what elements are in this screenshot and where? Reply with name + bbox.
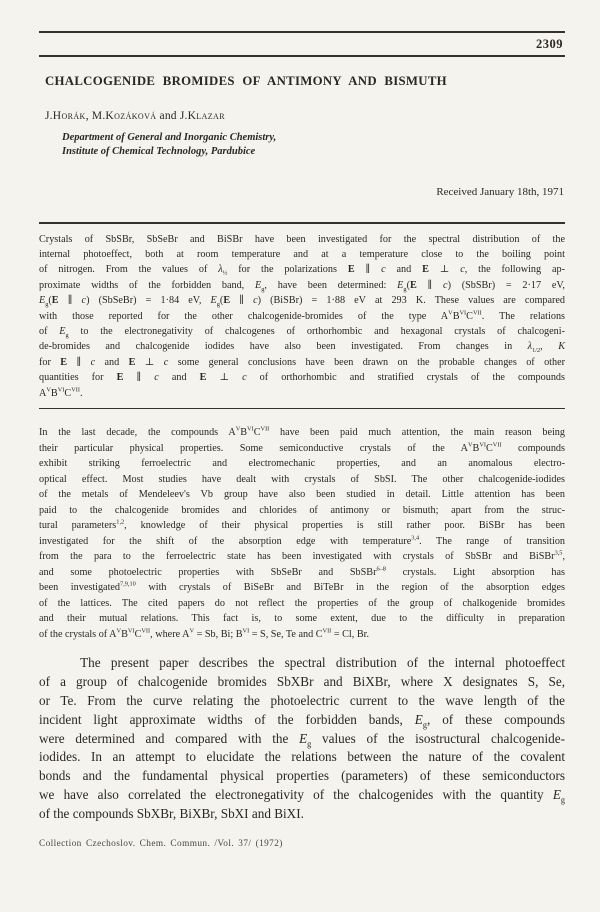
main-paragraph xyxy=(39,654,565,823)
received-date: Received January 18th, 1971 xyxy=(436,186,564,198)
text-line: or Te. From the curve relating the photoelectric current to the wave length of the xyxy=(39,693,565,709)
text-line: of the compounds SbXBr, BiXBr, SbXI and BiXI. xyxy=(39,805,304,821)
text-line: of the lattices. The cited papers do not reflect the properties of the group of chalkogenide bromides xyxy=(39,597,565,609)
journal-footer: Collection Czechoslov. Chem. Commun. /Vol. 37/ (1972) xyxy=(39,838,283,849)
affiliation xyxy=(62,131,565,159)
text-line: and some photoelectric properties with SbSeBr and SbSBr$^{6-8}$ crystals. Light absorption has xyxy=(39,565,565,578)
text-line: of $E_g$ to the electronegativity of chalcogenes of orthorhombic and hexagonal crystals of chalcogeni- xyxy=(39,325,565,339)
text-line: we have also correlated the electronegativity of the chalcogenides with the quantity $E_g$ xyxy=(39,787,565,805)
text-line: optical effect. Most studies have dealt with crystals of SbSI. The other chalcogenide-iodides xyxy=(39,473,565,485)
text-line: bonds and the fundamental physical properties (parameters) of these semiconductors xyxy=(39,768,565,784)
introduction-paragraph xyxy=(39,425,565,642)
text-line: with those reported for the other chalcogenide-bromides of the type $A^VB^{VI}C^{VII}$. The relations xyxy=(39,309,565,322)
text-line: exhibit striking ferroelectric and electromechanic properties, and an anomalous electro- xyxy=(39,458,565,470)
text-line: iodides. In an attempt to elucidate the relations between the nature of the covalent xyxy=(39,749,565,765)
text-line: Crystals of SbSBr, SbSeBr and BiSBr have been investigated for the spectral distribution of the xyxy=(39,233,565,245)
text-line: The present paper describes the spectral distribution of the internal photoeffect xyxy=(39,655,565,671)
text-line: of nitrogen. From the values of $\lambda_{\frac{1}{2}}$ for the polarizations E ∥ c and E ⊥ c, the following ap- xyxy=(39,264,565,278)
text-line: In the last decade, the compounds $A^VB^{VI}C^{VII}$ have been paid much attention, the main reason being xyxy=(39,426,565,439)
text-line: quantities for E ∥ c and E ⊥ c of orthorhombic and stratified crystals of the compounds xyxy=(39,372,565,384)
abstract-bottom-rule xyxy=(39,408,565,410)
text-line: $E_g(E$ ∥ c) (SbSeBr) = 1·84 eV, $E_g(E$ ∥ c) (BiSBr) = 1·88 eV at 293 K. These values are compared xyxy=(39,295,565,309)
abstract-paragraph xyxy=(39,232,565,401)
text-line: internal photoeffect, both at room temperature and at a temperature close to the boiling point xyxy=(39,248,565,260)
text-line: tural parameters$^{1,2}$, knowledge of their physical properties is still rather poor. BiSBr has been xyxy=(39,519,566,532)
page-number: 2309 xyxy=(536,37,563,51)
text-line: of a group of chalcogenide bromides SbXBr and BiXBr, where X designates S, Se, xyxy=(39,674,565,690)
text-line: their particular physical properties. Some semiconductive crystals of the $A^VB^{VI}C^{VII}$ compounds xyxy=(39,441,565,454)
text-line: proximate widths of the forbidden band, $E_g$, have been determined: $E_g(E$ ∥ c) (SbSBr) = 2·17 eV, xyxy=(39,279,565,293)
text-line: from the para to the ferroelectric state has been investigated with crystals of SbSBr and BiSBr$^{3,5}$, xyxy=(39,550,565,563)
text-line: incident light approximate widths of the forbidden bands, $E_g$, of these compounds xyxy=(39,711,565,730)
authors-line: J.Horák, M.Kozáková and J.Klazar xyxy=(45,110,225,122)
text-line: and their mutual relations. This fact is, to some extent, due to the difficulty in preparation xyxy=(39,613,565,625)
text-line: for E ∥ c and E ⊥ c some general conclusions have been drawn on the probable changes of other xyxy=(39,356,565,368)
affiliation-line: Institute of Chemical Technology, Pardubice xyxy=(62,146,256,157)
text-line: of the metals of Mendeleev's Vb group have also been studied in detail. Little attention has been xyxy=(39,489,565,501)
text-line: $A^VB^{VI}C^{VII}$. xyxy=(39,386,83,399)
text-line: been investigated$^{7,9,10}$ with crystals of BiSeBr and BiTeBr in the region of the absorption edges xyxy=(39,581,565,594)
abstract-top-rule xyxy=(39,222,565,224)
text-line: were determined and compared with the $E_g$ values of the isostructural chalcogenide- xyxy=(39,730,566,749)
text-line: paid to the chalcogenide bromides and chlorides of antimony or bismuth; apart from the struc- xyxy=(39,504,565,516)
text-line: de-bromides and chalcogenide iodides have also been investigated. From changes in $\lambda_{1/2}$, K xyxy=(39,341,565,355)
header-rule xyxy=(39,55,565,57)
text-line: investigated for the shift of the absorption edge with temperature$^{3,4}$. The range of transition xyxy=(39,534,566,547)
affiliation-line: Department of General and Inorganic Chemistry, xyxy=(62,132,277,143)
text-line: of the crystals of $A^VB^{VI}C^{VII}$, where $A^V = Sb$, Bi; $B^{VI} = S$, Se, Te and $C^{VII} = Cl$, Br. xyxy=(39,627,370,640)
article-title: CHALCOGENIDE BROMIDES OF ANTIMONY AND BISMUTH xyxy=(45,74,447,88)
